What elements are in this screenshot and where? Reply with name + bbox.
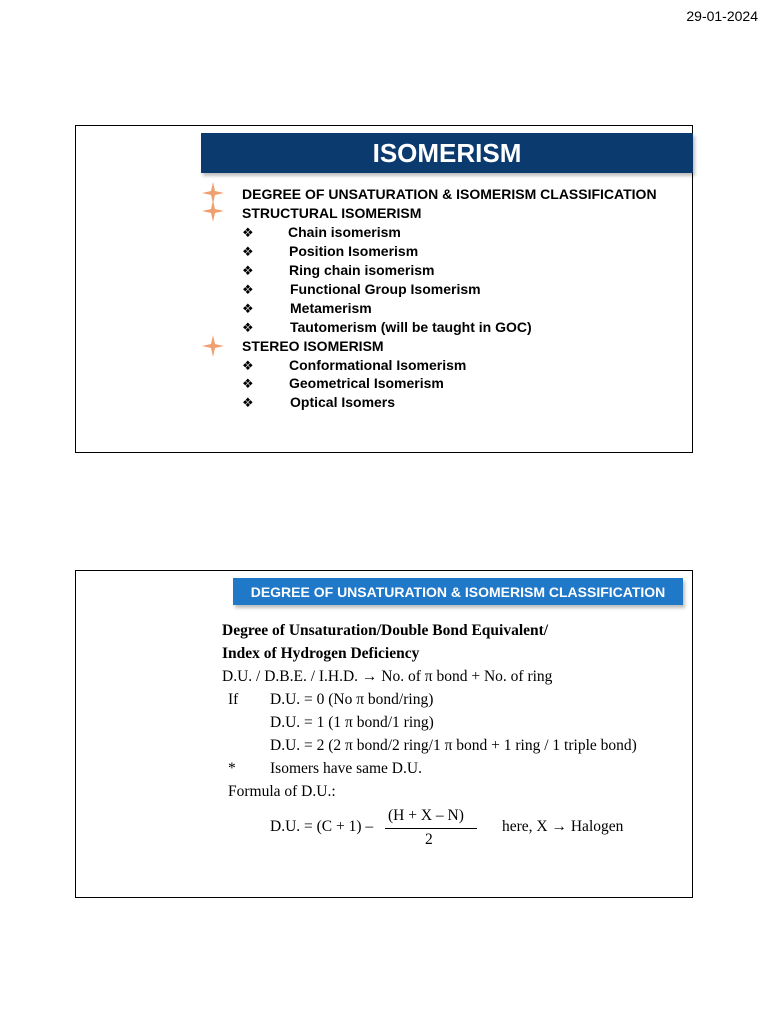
du-case-1: D.U. = 1 (1 π bond/1 ring): [270, 714, 434, 731]
outline-subitem: Optical Isomers: [290, 394, 396, 410]
formula-note: here, X → Halogen: [502, 818, 624, 835]
diamond-bullet-icon: ❖: [242, 301, 254, 316]
diamond-bullet-icon: ❖: [242, 244, 254, 259]
outline-item-structural: STRUCTURAL ISOMERISM: [242, 205, 422, 221]
outline-item-degree: DEGREE OF UNSATURATION & ISOMERISM CLASSIFICATION: [242, 186, 657, 202]
diamond-bullet-icon: ❖: [242, 376, 254, 391]
outline-item-stereo: STEREO ISOMERISM: [242, 338, 384, 354]
asterisk-mark: *: [228, 760, 236, 777]
diamond-bullet-icon: ❖: [242, 358, 254, 373]
if-label: If: [228, 691, 239, 708]
slide-title: ISOMERISM: [201, 133, 693, 173]
du-heading-line1: Degree of Unsaturation/Double Bond Equivalent/: [222, 622, 549, 639]
formula-label: Formula of D.U.:: [228, 783, 336, 800]
diamond-bullet-icon: ❖: [242, 263, 254, 278]
diamond-bullet-icon: ❖: [242, 225, 254, 240]
diamond-bullet-icon: ❖: [242, 320, 254, 335]
formula-left: D.U. = (C + 1) –: [270, 818, 374, 835]
diamond-bullet-icon: ❖: [242, 282, 254, 297]
du-case-0: D.U. = 0 (No π bond/ring): [270, 691, 434, 708]
outline-subitem: Ring chain isomerism: [289, 262, 435, 278]
du-heading-line2: Index of Hydrogen Deficiency: [222, 645, 420, 662]
du-case-2: D.U. = 2 (2 π bond/2 ring/1 π bond + 1 ring / 1 triple bond): [270, 737, 637, 754]
du-definition: D.U. / D.B.E. / I.H.D. → No. of π bond + No. of ring: [222, 668, 553, 685]
four-point-star-icon: [202, 335, 224, 357]
four-point-star-icon: [202, 200, 224, 222]
formula-denominator: 2: [425, 831, 433, 848]
slide-degree-of-unsaturation: [75, 570, 693, 898]
slide-isomerism-outline: [75, 125, 693, 453]
fraction-bar: [385, 828, 477, 829]
outline-subitem: Geometrical Isomerism: [289, 375, 444, 391]
outline-subitem: Metamerism: [290, 300, 372, 316]
slide-banner: DEGREE OF UNSATURATION & ISOMERISM CLASSIFICATION: [233, 578, 683, 605]
outline-subitem: Conformational Isomerism: [289, 357, 467, 373]
outline-subitem: Chain isomerism: [288, 224, 401, 240]
diamond-bullet-icon: ❖: [242, 395, 254, 410]
outline-subitem: Functional Group Isomerism: [290, 281, 481, 297]
page-date: 29-01-2024: [686, 8, 758, 24]
outline-subitem: Tautomerism (will be taught in GOC): [290, 319, 532, 335]
outline-subitem: Position Isomerism: [289, 243, 419, 259]
isomer-note: Isomers have same D.U.: [270, 760, 422, 777]
formula-numerator: (H + X – N): [388, 807, 464, 824]
